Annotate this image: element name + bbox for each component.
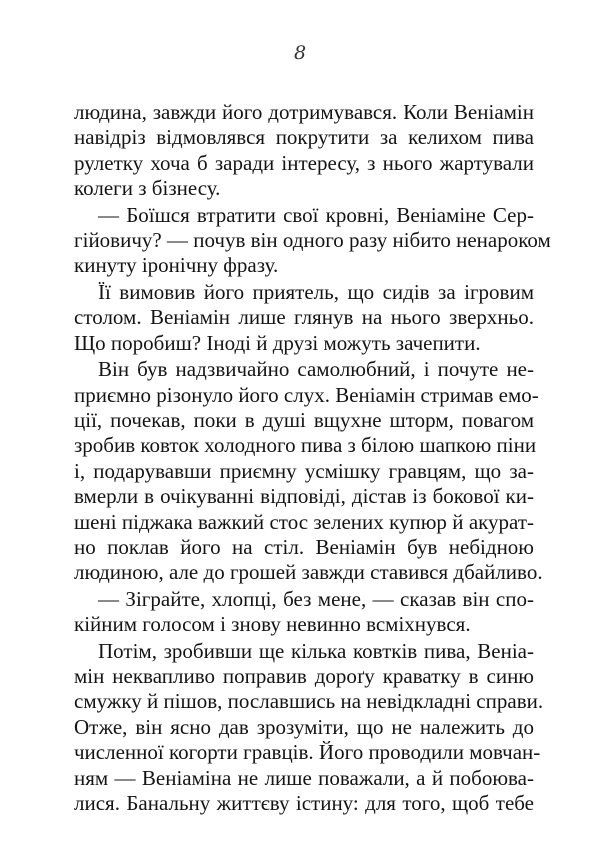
text-line: ням — Веніаміна не лише поважали, а й побоюва- — [74, 765, 534, 790]
text-line: смужку й пішов, пославшись на невідкладні справи. — [74, 689, 544, 714]
paragraph-5 — [74, 587, 534, 638]
paragraph-2 — [74, 202, 551, 279]
paragraph-1 — [74, 100, 534, 202]
text-line: шені піджака важкий стос зелених купюр й акурат- — [74, 509, 534, 534]
body-text — [74, 100, 551, 816]
text-line: навідріз відмовлявся покрутити за келихом пива — [74, 125, 534, 150]
text-line: Потім, зробивши ще кілька ковтків пива, Веніа- — [98, 638, 534, 663]
text-line: ції, почекав, поки в душі вщухне шторм, повагом — [74, 407, 534, 432]
text-line: рулетку хоча б заради інтересу, з нього жартували — [74, 150, 534, 175]
text-line: зробив ковток холодного пива з білою шапкою піни — [74, 433, 537, 458]
paragraph-4 — [74, 357, 543, 586]
text-line: вмерли в очікуванні відповіді, дістав із бокової ки- — [74, 484, 534, 509]
text-line: і, подарувавши приємну усмішку гравцям, що за- — [74, 458, 534, 483]
text-line: — Боїшся втратити свої кровні, Веніаміне Сер- — [98, 202, 534, 227]
text-line: столом. Веніамін лише глянув на нього зверхньо. — [74, 305, 534, 330]
text-line: но поклав його на стіл. Веніамін був небідною — [74, 534, 534, 559]
text-line: численної когорти гравців. Його проводили мовчан- — [74, 740, 541, 765]
text-line: — Зіграйте, хлопці, без мене, — сказав він спо- — [98, 586, 534, 611]
paragraph-6 — [74, 638, 544, 817]
text-line: кинуту іронічну фразу. — [74, 253, 279, 278]
text-line: кійним голосом і знову невинно всміхнувся. — [74, 612, 471, 637]
text-line: приємно різонуло його слух. Веніамін стримав емо- — [74, 382, 539, 407]
text-line: людиною, але до грошей завжди ставився дбайливо. — [74, 560, 543, 585]
text-line: колеги з бізнесу. — [74, 176, 221, 201]
text-line: мін неквапливо поправив дороґу краватку в синю — [74, 664, 534, 689]
text-line: Що поробиш? Іноді й друзі можуть зачепити. — [74, 330, 481, 355]
text-line: людина, завжди його дотримувався. Коли Веніамін — [74, 100, 534, 124]
page-number: 8 — [293, 42, 307, 64]
text-line: гійовичу? — почув він одного разу нібито ненароком — [74, 228, 551, 253]
text-line: Він був надзвичайно самолюбний, і почуте не- — [98, 357, 534, 382]
text-line: Її вимовив його приятель, що сидів за ігровим — [98, 279, 534, 304]
paragraph-3 — [74, 280, 534, 356]
text-line: Отже, він ясно дав зрозуміти, що не належить до — [74, 714, 534, 739]
text-line: лися. Банальну життєву істину: для того, щоб тебе — [74, 791, 534, 816]
